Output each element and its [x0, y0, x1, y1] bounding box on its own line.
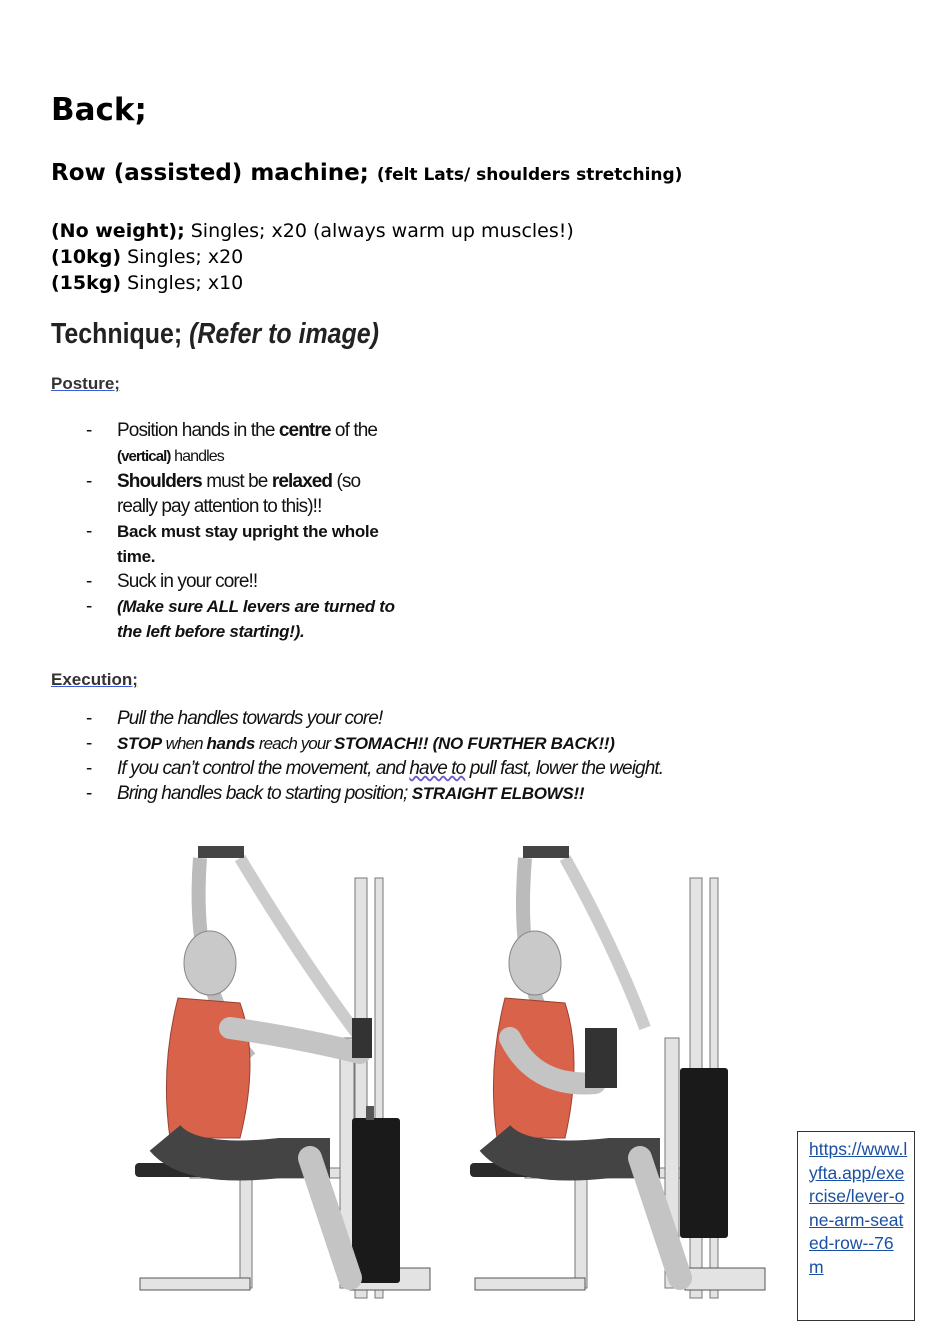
reference-link[interactable]: https://www.lyfta.app/exercise/lever-one-arm-seated-row--76m	[809, 1139, 908, 1277]
list-item: - Pull the handles towards your core!	[86, 708, 383, 729]
set-desc: Singles; x20	[127, 246, 244, 268]
list-item: - Position hands in the centre of the (vertical) handles	[86, 420, 378, 465]
posture-text: Suck in your core!!	[117, 571, 258, 592]
page-heading: Back;	[51, 92, 147, 128]
posture-emphasis: Shoulders	[117, 471, 202, 492]
list-item: - Suck in your core!!	[86, 571, 258, 592]
execution-text: Pull the handles towards your core!	[117, 708, 383, 729]
list-item: - Bring handles back to starting position; STRAIGHT ELBOWS!!	[86, 783, 585, 804]
execution-text: Bring handles back to starting position;	[117, 783, 412, 804]
set-weight: (10kg)	[51, 246, 122, 268]
exercise-illustration	[130, 838, 780, 1308]
execution-text: If you can’t control the movement, and	[117, 758, 410, 779]
execution-emphasis: hands	[206, 734, 256, 753]
posture-text: really pay attention to this)!!	[117, 496, 322, 517]
exercise-name: Row (assisted) machine;	[51, 160, 369, 186]
list-item: - Back must stay upright the whole time.	[86, 521, 379, 566]
technique-heading	[51, 318, 379, 351]
set-weight: (15kg)	[51, 272, 122, 294]
set-weight: (No weight);	[51, 220, 185, 242]
execution-text: have to	[409, 758, 466, 779]
technique-title: Technique;	[51, 318, 183, 350]
posture-emphasis: (vertical)	[117, 448, 171, 465]
list-item: - If you can’t control the movement, and have to pull fast, lower the weight.	[86, 758, 664, 779]
machine-finish-illustration	[470, 846, 765, 1298]
set-desc: Singles; x10	[127, 272, 244, 294]
exercise-title	[51, 160, 682, 186]
posture-text: of the	[330, 420, 378, 441]
posture-text: handles	[170, 448, 224, 465]
execution-text: reach your	[255, 734, 334, 753]
posture-text: (so	[332, 471, 361, 492]
posture-emphasis: (Make sure ALL levers are turned to	[117, 597, 395, 616]
set-row	[51, 244, 574, 270]
machine-start-illustration	[135, 846, 430, 1298]
posture-emphasis: centre	[278, 420, 331, 441]
posture-text: Position hands in the	[117, 420, 279, 441]
list-item: - STOP when hands reach your STOMACH!! (NO FURTHER BACK!!)	[86, 733, 615, 754]
technique-hint: (Refer to image)	[189, 318, 379, 350]
set-row	[51, 218, 574, 244]
execution-heading: Execution;	[51, 670, 138, 689]
exercise-note: (felt Lats/ shoulders stretching)	[376, 165, 683, 185]
execution-emphasis: STOP	[117, 734, 162, 753]
execution-text: pull fast, lower the weight.	[465, 758, 664, 779]
posture-emphasis: the left before starting!).	[117, 622, 305, 641]
list-item: - Shoulders must be relaxed (so really pay attention to this)!!	[86, 471, 361, 517]
posture-heading: Posture;	[51, 374, 120, 393]
execution-emphasis: STOMACH!! (NO FURTHER BACK!!)	[334, 734, 615, 753]
set-row	[51, 270, 574, 296]
posture-emphasis: Back must stay upright the whole	[117, 522, 379, 541]
posture-text: must be	[201, 471, 272, 492]
posture-emphasis: relaxed	[271, 471, 333, 492]
execution-emphasis: STRAIGHT ELBOWS!!	[411, 784, 585, 803]
execution-list	[84, 706, 663, 806]
posture-emphasis: time.	[117, 547, 156, 566]
sets-list	[51, 218, 574, 296]
posture-list	[84, 418, 395, 644]
set-desc: Singles; x20 (always warm up muscles!)	[190, 220, 574, 242]
list-item: - (Make sure ALL levers are turned to the left before starting!).	[86, 596, 395, 641]
reference-link-box	[797, 1131, 915, 1321]
execution-text: when	[161, 734, 207, 753]
